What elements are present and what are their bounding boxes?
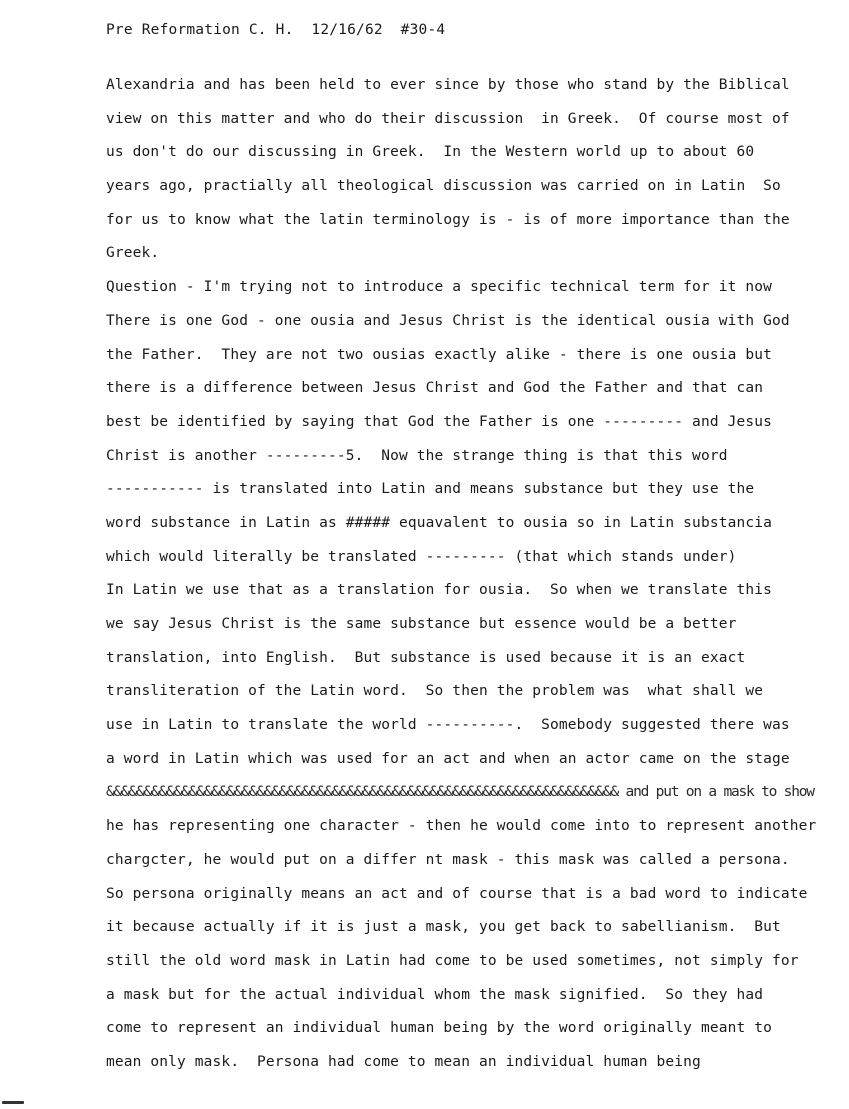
text-line: transliteration of the Latin word. So then the problem was what shall we <box>106 683 764 700</box>
text-line: best be identified by saying that God the Father is one --------- and Jesus <box>106 413 772 430</box>
text-line: chargcter, he would put on a differ nt mask - this mask was called a persona. <box>106 851 790 868</box>
text-line: ----------- is translated into Latin and means substance but they use the <box>106 481 755 498</box>
text-line: a word in Latin which was used for an act and when an actor came on the stage <box>106 750 790 767</box>
text-line: Alexandria and has been held to ever since by those who stand by the Biblical <box>106 77 790 93</box>
text-line: the Father. They are not two ousias exactly alike - there is one ousia but <box>106 346 772 363</box>
text-line: There is one God - one ousia and Jesus Christ is the identical ousia with God <box>106 312 790 329</box>
text-line: come to represent an individual human being by the word originally meant to <box>106 1020 772 1037</box>
text-line: use in Latin to translate the world ----------. Somebody suggested there was <box>106 717 790 734</box>
text-line: us don't do our discussing in Greek. In the Western world up to about 60 <box>106 144 755 161</box>
text-line: we say Jesus Christ is the same substance but essence would be a better <box>106 616 737 632</box>
text-line: translation, into English. But substance is used because it is an exact <box>106 649 746 666</box>
text-line: view on this matter and who do their discussion in Greek. Of course most of <box>106 110 790 127</box>
text-line: still the old word mask in Latin had come to be used sometimes, not simply for <box>106 952 799 969</box>
text-line: Greek. <box>106 245 160 262</box>
text-line: word substance in Latin as ##### equavalent to ousia so in Latin substancia <box>106 514 772 531</box>
page-header: Pre Reformation C. H. 12/16/62 #30-4 <box>106 22 446 38</box>
text-line: mean only mask. Persona had come to mean an individual human being <box>106 1053 701 1070</box>
text-line: he has representing one character - then he would come into to represent another <box>106 818 817 835</box>
text-line: In Latin we use that as a translation for ousia. So when we translate this <box>106 582 772 599</box>
struck-out-text-line: &&&&&&&&&&&&&&&&&&&&&&&&&&&&&&&&&&&&&&&&&&&&&&&&&&&&&&&&&&&&&&&&&&&& and put on a mask to show <box>106 784 814 801</box>
scan-mark <box>2 1101 24 1104</box>
text-line: Question - I'm trying not to introduce a specific technical term for it now <box>106 279 772 296</box>
text-line: there is a difference between Jesus Christ and God the Father and that can <box>106 380 764 397</box>
text-line: it because actually if it is just a mask, you get back to sabellianism. But <box>106 919 781 936</box>
text-line: years ago, practially all theological discussion was carried on in Latin So <box>106 178 781 195</box>
text-line: Christ is another ---------5. Now the strange thing is that this word <box>106 447 728 464</box>
text-line: for us to know what the latin terminology is - is of more importance than the <box>106 211 790 228</box>
body-text <box>106 69 817 1080</box>
text-line: which would literally be translated --------- (that which stands under) <box>106 548 737 565</box>
text-line: a mask but for the actual individual whom the mask signified. So they had <box>106 986 764 1003</box>
text-line: So persona originally means an act and of course that is a bad word to indicate <box>106 885 808 902</box>
